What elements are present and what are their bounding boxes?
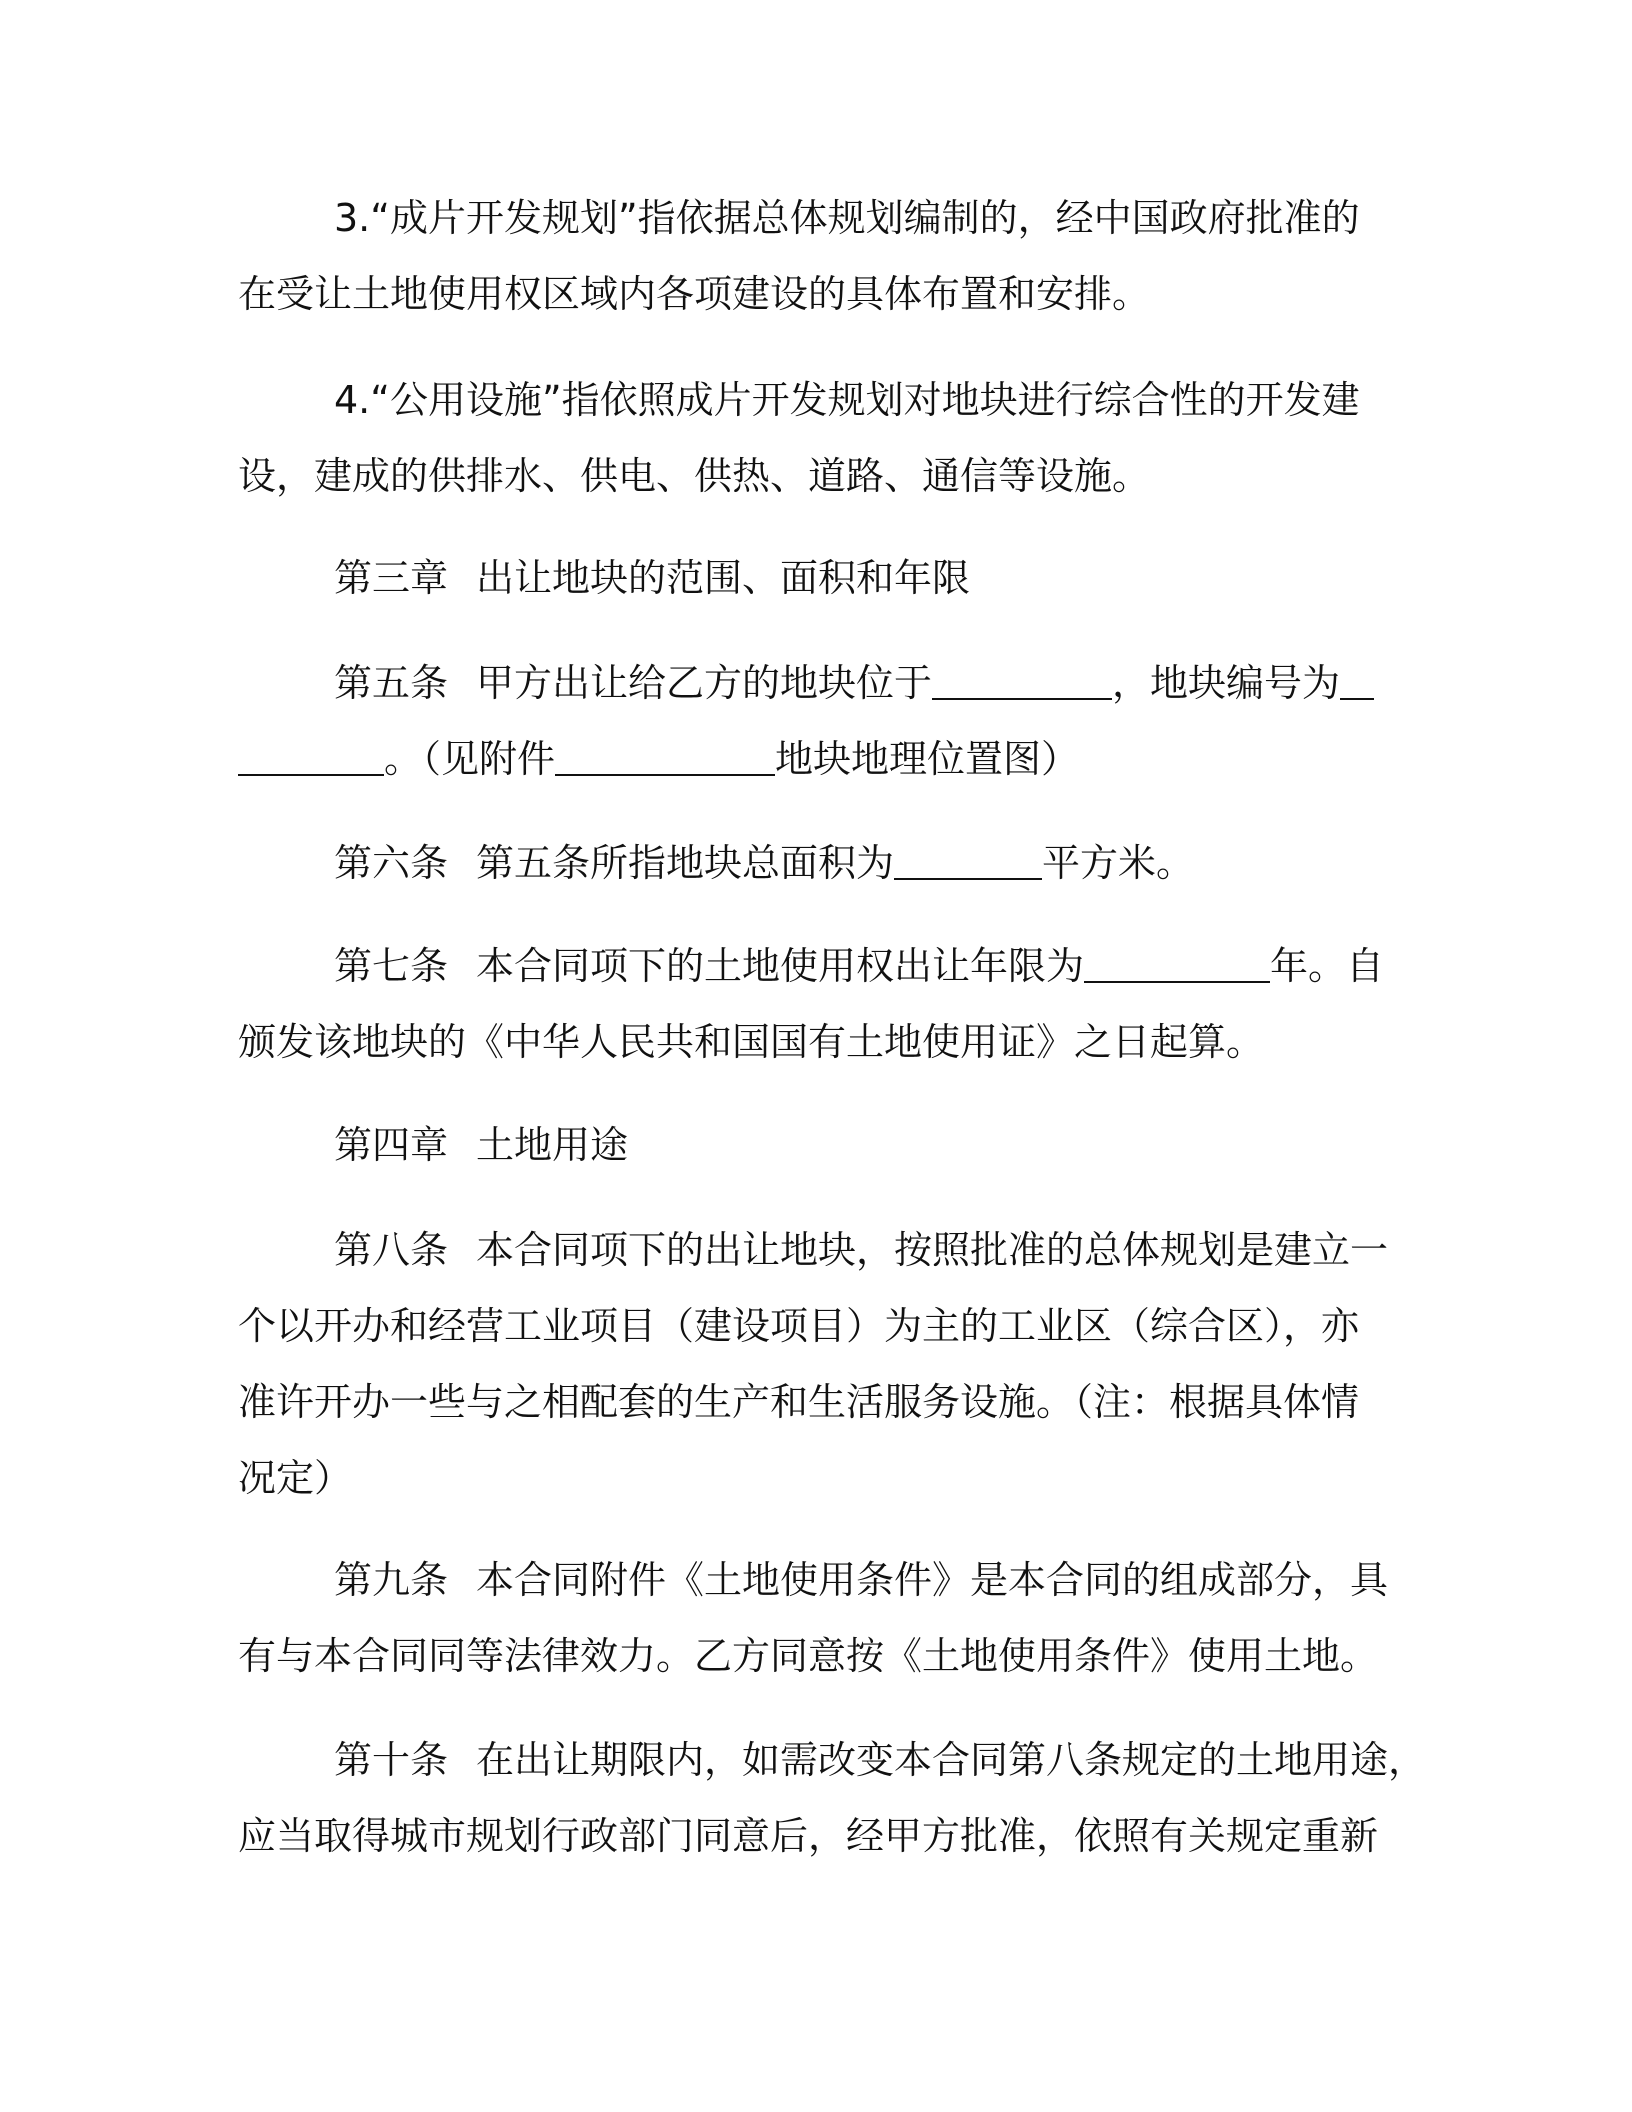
article-10-paragraph xyxy=(238,1722,1427,1874)
article-9-label: 第九条 xyxy=(334,1558,449,1602)
article-8-line-4: 况定） xyxy=(238,1456,353,1500)
definition-3-line-1: 3.“成片开发规划”指依据总体规划编制的，经中国政府批准的 xyxy=(334,196,1360,240)
article-5-label: 第五条 xyxy=(334,661,449,705)
article-8-label: 第八条 xyxy=(334,1228,449,1272)
chapter-4-title: 土地用途 xyxy=(476,1123,629,1167)
chapter-4-label: 第四章 xyxy=(334,1123,449,1167)
article-9-paragraph xyxy=(238,1542,1403,1694)
definition-3-line-2: 在受让土地使用权区域内各项建设的具体布置和安排。 xyxy=(238,272,1151,316)
article-7-label: 第七条 xyxy=(334,944,449,988)
definition-3-paragraph xyxy=(238,180,1403,332)
article-5-attachment-blank xyxy=(555,744,775,776)
article-10-line-2: 应当取得城市规划行政部门同意后，经甲方批准，依照有关规定重新 xyxy=(238,1814,1379,1858)
article-8-paragraph xyxy=(238,1212,1403,1516)
article-5-number-blank-start xyxy=(1340,668,1374,700)
chapter-3-heading xyxy=(238,540,1403,616)
chapter-3-label: 第三章 xyxy=(334,556,449,600)
chapter-4-heading xyxy=(238,1107,1403,1183)
article-5-paragraph xyxy=(238,645,1403,797)
chapter-3-title: 出让地块的范围、面积和年限 xyxy=(476,556,971,600)
definition-4-line-2: 设，建成的供排水、供电、供热、道路、通信等设施。 xyxy=(238,454,1151,498)
article-7-line-2: 颁发该地块的《中华人民共和国国有土地使用证》之日起算。 xyxy=(238,1020,1265,1064)
article-7-paragraph xyxy=(238,928,1403,1080)
article-10-line-1: 在出让期限内，如需改变本合同第八条规定的土地用途， xyxy=(476,1738,1427,1782)
article-8-line-2: 个以开办和经营工业项目（建设项目）为主的工业区（综合区），亦 xyxy=(238,1304,1360,1348)
article-9-line-1: 本合同附件《土地使用条件》是本合同的组成部分，具 xyxy=(476,1558,1389,1602)
article-7-text-b: 年。自 xyxy=(1270,944,1385,988)
article-8-line-1: 本合同项下的出让地块，按照批准的总体规划是建立一 xyxy=(476,1228,1389,1272)
article-6-area-blank xyxy=(894,848,1042,880)
definition-4-line-1: 4.“公用设施”指依照成片开发规划对地块进行综合性的开发建 xyxy=(334,378,1360,422)
article-8-line-3: 准许开办一些与之相配套的生产和生活服务设施。（注：根据具体情 xyxy=(238,1380,1360,1424)
article-7-text-a: 本合同项下的土地使用权出让年限为 xyxy=(476,944,1085,988)
article-5-text-a: 甲方出让给乙方的地块位于 xyxy=(476,661,933,705)
article-5-text-c: 。（见附件 xyxy=(384,737,556,781)
article-6-text-a: 第五条所指地块总面积为 xyxy=(476,841,895,885)
article-5-text-d: 地块地理位置图） xyxy=(775,737,1080,781)
article-6-label: 第六条 xyxy=(334,841,449,885)
article-10-label: 第十条 xyxy=(334,1738,449,1782)
definition-4-paragraph xyxy=(238,362,1403,514)
article-7-years-blank xyxy=(1084,951,1270,983)
article-5-location-blank xyxy=(932,668,1112,700)
article-6-text-b: 平方米。 xyxy=(1042,841,1195,885)
article-6-paragraph xyxy=(238,825,1403,901)
article-5-number-blank-end xyxy=(238,744,384,776)
article-9-line-2: 有与本合同同等法律效力。乙方同意按《土地使用条件》使用土地。 xyxy=(238,1634,1379,1678)
article-5-text-b: ，地块编号为 xyxy=(1112,661,1341,705)
